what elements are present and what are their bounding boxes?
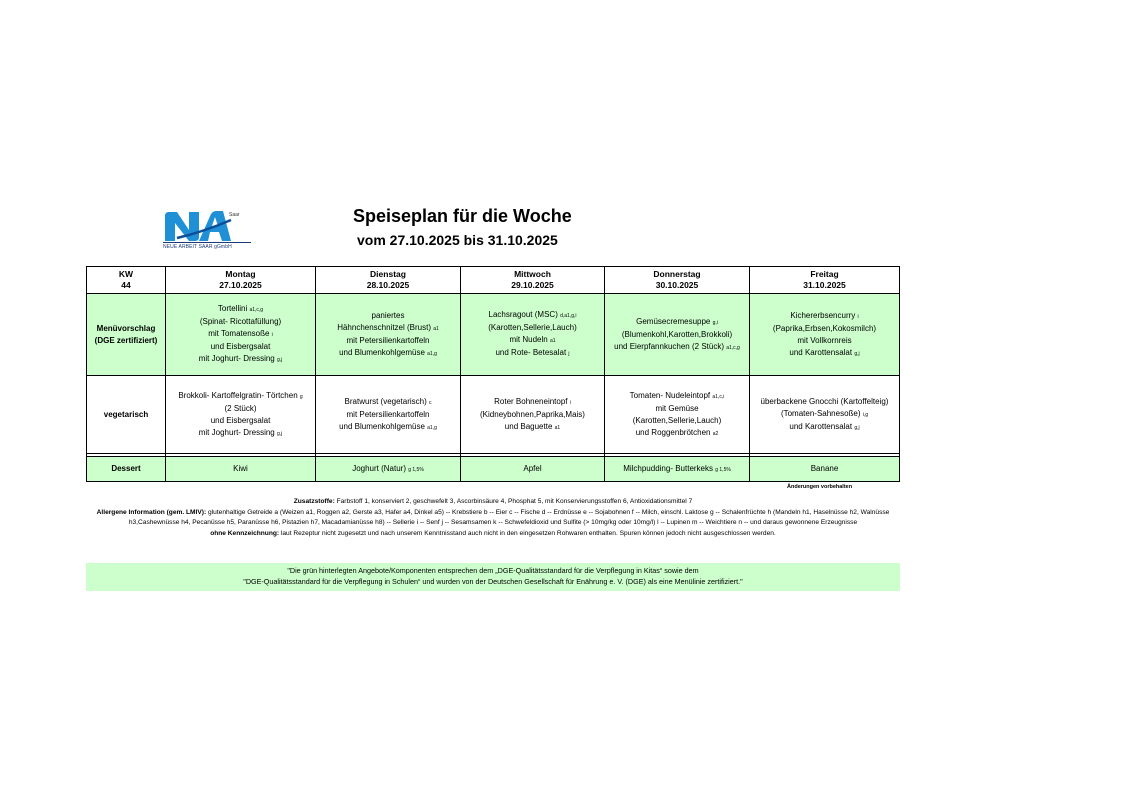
day-date: 30.10.2025 <box>655 280 699 290</box>
logo-caption: NEUE ARBEIT SAAR gGmbH <box>163 242 251 250</box>
meal-line <box>752 421 897 434</box>
dessert-cell <box>750 457 900 482</box>
no-label-text: laut Rezeptur nicht zugesetzt und nach unserem Kenntnisstand auch nicht in den eingesetzen Rohwaren enthalten. Spuren können jedoch nicht ausgeschlossen werden. <box>279 529 776 537</box>
allergens-line <box>86 508 900 529</box>
meal-line <box>752 463 897 475</box>
day-date: 29.10.2025 <box>511 280 554 290</box>
meal-line <box>463 309 602 322</box>
allergen-code: i <box>569 399 571 406</box>
meal-line <box>607 390 747 403</box>
row-label-menu <box>87 294 166 376</box>
meal-line <box>318 310 458 322</box>
menu-row <box>87 294 900 376</box>
meal-text: mit Petersilienkartoffeln <box>346 409 430 419</box>
dge-note-line1: "Die grün hinterlegten Angebote/Komponenten entsprechen dem „DGE-Qualitätsstandard für die Verpflegung in Kitas“ sowie dem <box>287 566 699 575</box>
meal-line <box>318 463 458 476</box>
meal-line <box>318 396 458 409</box>
menu-label-line2: (DGE zertifiziert) <box>94 335 158 345</box>
meal-line <box>463 463 602 475</box>
meal-text: und Baguette <box>504 421 555 431</box>
meal-line <box>318 409 458 421</box>
meal-text: mit Gemüse <box>655 403 699 413</box>
meal-text: (Karotten,Sellerie,Lauch) <box>488 323 577 332</box>
meal-line <box>607 415 747 427</box>
meal-text: Milchpudding- Butterkeks <box>623 463 716 473</box>
veg-row <box>87 376 900 454</box>
allergen-code: g 1,5% <box>408 466 424 473</box>
meal-text: Bratwurst (vegetarisch) <box>344 396 429 406</box>
dge-note <box>86 563 900 591</box>
allergens-text: glutenhaltige Getreide a (Weizen a1, Roggen a2, Gerste a3, Hafer a4, Dinkel a5) -- Krebstiere b -- Eier c -- Fische d -- Erdnüsse e -- Sojabohnen f -- Milch, einschl. Laktose g -- Schalenfrüchte h (Mandeln h1, Haselnüsse h2, Walnüsse h3,Cashewnüsse h4, Pecanüsse h5, Paranüsse h6, Pistazien h7, Macadamianüsse h8) -- Sellerie i -- Senf j -- Sesamsamen k -- Schwefeldioxid und Sulfite (> 10mg/kg oder 10mg/l) l -- Lupinen m -- Weichtiere n -- und daraus gewonnene Erzeugnisse <box>128 508 890 526</box>
meal-line <box>752 310 897 323</box>
allergen-code: g <box>299 393 303 400</box>
no-label-label: ohne Kennzeichnung: <box>210 529 280 537</box>
allergen-code: g,j <box>276 430 283 437</box>
kw-number: 44 <box>121 280 131 290</box>
day-date: 31.10.2025 <box>803 280 846 290</box>
meal-text: mit Tomatensoße <box>208 329 272 338</box>
meal-line <box>318 421 458 434</box>
meal-line <box>168 341 313 353</box>
meal-text: Apfel <box>523 464 542 473</box>
day-name: Freitag <box>810 269 839 279</box>
allergen-code: a1,g <box>427 350 437 357</box>
dessert-row <box>87 457 900 482</box>
row-label-veg: vegetarisch <box>87 376 166 454</box>
meal-text: mit Joghurt- Dressing <box>198 354 277 363</box>
meal-line <box>168 463 313 475</box>
meal-line <box>168 390 313 403</box>
dessert-cell <box>166 457 316 482</box>
meal-line <box>168 427 313 440</box>
meal-text: Brokkoli- Kartoffelgratin- Törtchen <box>178 390 300 400</box>
allergen-code: a1,c,i <box>712 393 725 400</box>
meal-line <box>463 396 602 409</box>
meal-text: Banane <box>810 464 839 473</box>
meal-line <box>463 334 602 347</box>
veg-cell <box>166 376 316 454</box>
meal-text: überbackene Gnocchi (Kartoffelteig) <box>760 396 889 406</box>
meal-line <box>168 303 313 316</box>
meal-line <box>752 347 897 360</box>
meal-text: und Karottensalat <box>789 421 855 431</box>
meal-line <box>168 353 313 366</box>
day-name: Dienstag <box>370 269 406 279</box>
meal-line <box>752 408 897 421</box>
day-header <box>750 267 900 294</box>
allergen-code: i <box>271 332 273 338</box>
day-date: 28.10.2025 <box>366 280 410 290</box>
allergen-code: g 1,5% <box>715 466 731 473</box>
allergen-code: a1,g <box>427 424 437 431</box>
meal-line <box>607 329 747 341</box>
meal-text: und Eierpfannkuchen (2 Stück) <box>614 341 727 351</box>
meal-text: und Karottensalat <box>789 347 855 357</box>
meal-line <box>168 328 313 341</box>
meal-text: Kiwi <box>233 464 248 473</box>
menu-table <box>86 266 900 482</box>
menu-cell <box>316 294 461 376</box>
veg-cell <box>461 376 605 454</box>
meal-line <box>463 409 602 421</box>
allergen-code: a1,c,g <box>726 344 740 351</box>
allergen-code: a1 <box>549 338 556 344</box>
meal-text: und Blumenkohlgemüse <box>339 421 428 431</box>
menu-cell <box>461 294 605 376</box>
meal-line <box>607 316 747 329</box>
day-header <box>316 267 461 294</box>
dessert-cell <box>316 457 461 482</box>
veg-cell <box>316 376 461 454</box>
meal-text: Hähnchenschnitzel (Brust) <box>337 322 434 332</box>
meal-text: mit Vollkornreis <box>797 335 852 345</box>
dessert-cell <box>605 457 750 482</box>
day-header <box>605 267 750 294</box>
allergen-code: a2 <box>712 430 719 437</box>
day-header <box>461 267 605 294</box>
meal-text: (Karotten,Sellerie,Lauch) <box>632 415 722 425</box>
meal-line <box>607 463 747 476</box>
meal-line <box>463 347 602 360</box>
meal-line <box>752 323 897 335</box>
meal-line <box>607 341 747 354</box>
meal-text: Gemüsecremesuppe <box>636 316 713 326</box>
menu-cell <box>605 294 750 376</box>
meal-text: (Blumenkohl,Karotten,Brokkoli) <box>621 329 733 339</box>
meal-text: (2 Stück) <box>224 403 257 413</box>
meal-line <box>463 421 602 434</box>
meal-text: Tortellini <box>217 304 250 313</box>
page-subtitle: vom 27.10.2025 bis 31.10.2025 <box>357 232 558 248</box>
meal-line <box>168 316 313 328</box>
row-label-dessert: Dessert <box>87 457 166 482</box>
meal-line <box>318 335 458 347</box>
additives-label: Zusatzstoffe: <box>293 498 335 505</box>
meal-text: Joghurt (Natur) <box>352 463 409 473</box>
allergen-code: i <box>857 313 859 320</box>
allergen-code: j <box>568 351 570 357</box>
day-date: 27.10.2025 <box>219 280 262 290</box>
meal-line <box>318 322 458 335</box>
meal-text: (Kidneybohnen,Paprika,Mais) <box>480 409 585 419</box>
day-name: Montag <box>225 269 256 279</box>
meal-text: und Rote- Betesalat <box>495 348 569 357</box>
allergen-code: c <box>428 399 432 406</box>
allergen-code: a1,c,g <box>249 307 264 313</box>
meal-text: mit Nudeln <box>509 335 550 344</box>
dge-note-line2: "DGE-Qualitätsstandard für die Verpflegung in Schulen“ und wurden von der Deutschen Gesellschaft für Enährung e. V. (DGE) als eine Menülinie zertifiziert." <box>243 576 743 586</box>
allergens-label: Allergene Information (gem. LMIV): <box>96 508 207 516</box>
meal-line <box>318 347 458 360</box>
meal-text: Kichererbsencurry <box>790 310 858 320</box>
allergen-code: a1 <box>554 424 561 431</box>
meal-line <box>607 403 747 415</box>
meal-text: mit Joghurt- Dressing <box>198 427 277 437</box>
menu-cell <box>166 294 316 376</box>
dessert-cell <box>461 457 605 482</box>
veg-cell <box>750 376 900 454</box>
info-block <box>86 497 900 539</box>
meal-line <box>752 396 897 408</box>
meal-text: und Eisbergsalat <box>210 342 271 351</box>
meal-text: paniertes <box>371 310 405 320</box>
meal-line <box>752 335 897 347</box>
meal-text: Tomaten- Nudeleintopf <box>629 390 713 400</box>
meal-text: und Eisbergsalat <box>210 415 271 425</box>
meal-text: mit Petersilienkartoffeln <box>346 335 430 345</box>
day-name: Donnerstag <box>653 269 701 279</box>
meal-text: Lachsragout (MSC) <box>488 310 561 319</box>
logo-graphic <box>163 210 233 242</box>
menu-label-line1: Menüvorschlag <box>96 323 156 333</box>
allergen-code: g,j <box>276 357 283 363</box>
meal-text: und Blumenkohlgemüse <box>339 347 428 357</box>
no-label-line <box>86 529 900 540</box>
page-title: Speiseplan für die Woche <box>353 206 572 226</box>
meal-line <box>607 427 747 440</box>
allergen-code: a1 <box>433 325 439 332</box>
allergen-code: d,a1,g,i <box>560 313 577 319</box>
additives-line <box>86 497 900 508</box>
allergen-code: g,j <box>854 424 860 431</box>
meal-line <box>168 403 313 415</box>
allergen-code: g,i <box>712 319 718 326</box>
veg-cell <box>605 376 750 454</box>
menu-cell <box>750 294 900 376</box>
day-header <box>166 267 316 294</box>
additives-text: Farbstoff 1, konserviert 2, geschwefelt 3, Ascorbinsäure 4, Phosphat 5, mit Konservierungsstoffen 6, Antioxidationsmittel 7 <box>334 498 693 505</box>
meal-text: Roter Bohneneintopf <box>494 396 570 406</box>
kw-label: KW <box>118 269 134 279</box>
logo-tag: Saar <box>229 212 240 218</box>
header-row <box>87 267 900 294</box>
kw-cell <box>87 267 166 294</box>
day-name: Mittwoch <box>514 269 551 279</box>
meal-text: (Spinat- Ricottafüllung) <box>199 317 282 326</box>
changes-note: Änderungen vorbehalten <box>787 484 853 490</box>
meal-line <box>463 322 602 334</box>
allergen-code: i,g <box>862 411 869 418</box>
allergen-code: g,j <box>854 350 860 357</box>
meal-text: (Tomaten-Sahnesoße) <box>780 408 863 418</box>
meal-text: und Roggenbrötchen <box>635 427 713 437</box>
meal-text: (Paprika,Erbsen,Kokosmilch) <box>772 323 877 333</box>
meal-line <box>168 415 313 427</box>
